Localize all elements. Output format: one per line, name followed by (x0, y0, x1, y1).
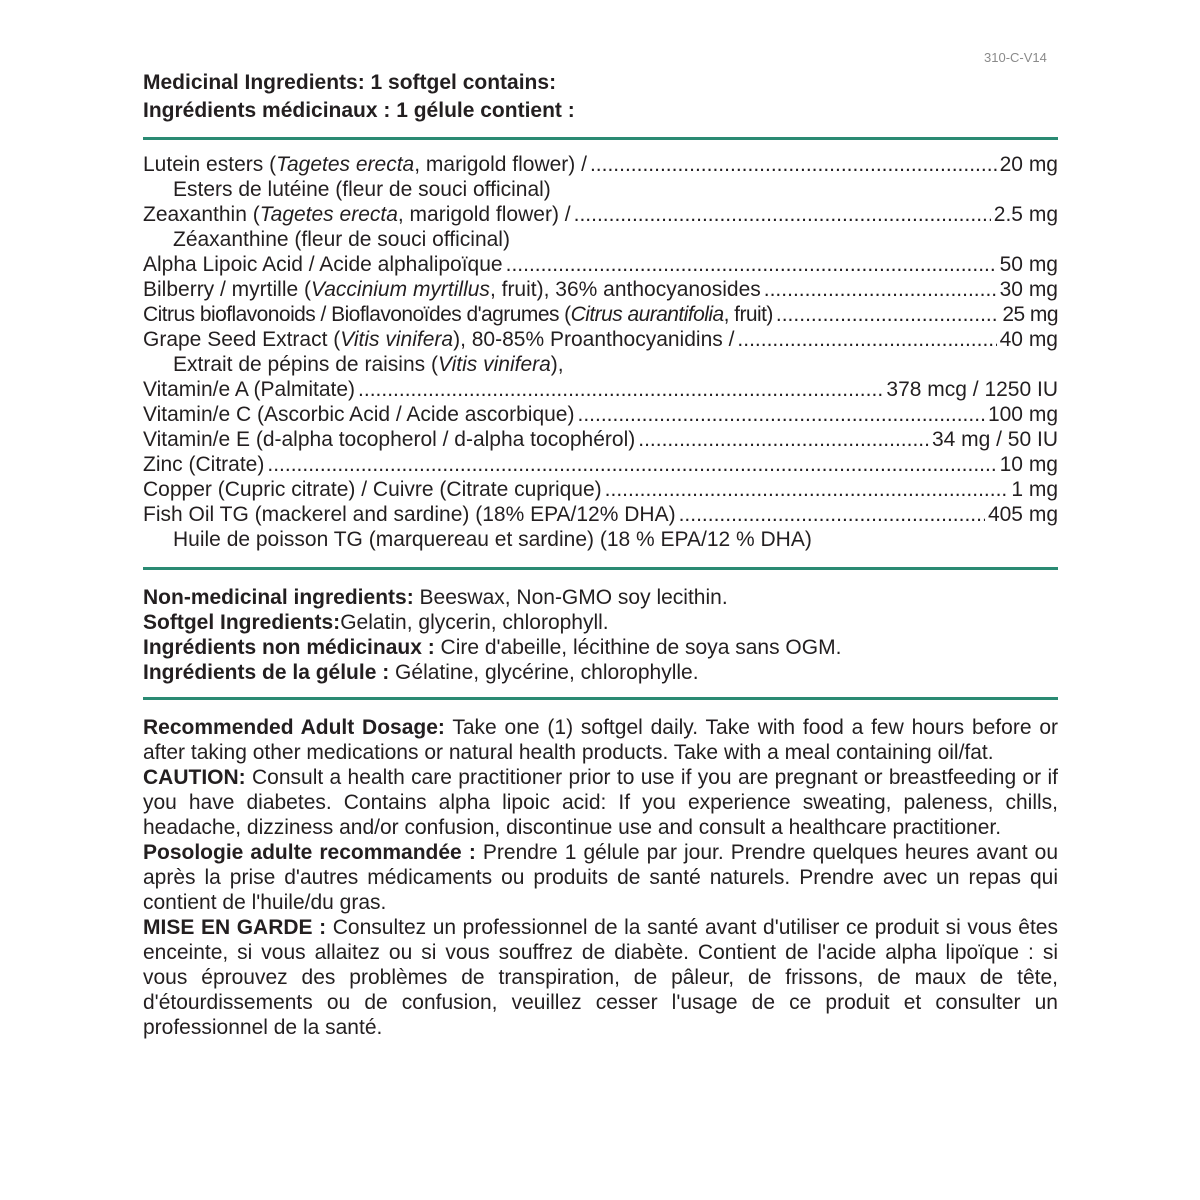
ingredient-name-part: Lutein esters ( (143, 153, 277, 176)
ingredient-name (143, 427, 635, 452)
dot-leader (267, 452, 996, 477)
header-english: Medicinal Ingredients: 1 softgel contains: (143, 71, 557, 94)
nonmedicinal-label: Non-medicinal ingredients: (143, 586, 414, 609)
ingredient-name-part: Bilberry / myrtille ( (143, 278, 312, 301)
ingredient-amount: 10 mg (999, 453, 1058, 476)
dosage-label: MISE EN GARDE : (143, 916, 327, 939)
nonmedicinal-label: Softgel Ingredients: (143, 611, 341, 634)
product-code: 310-C-V14 (984, 50, 1047, 65)
dosage-paragraph (143, 715, 1058, 765)
nonmedicinal-text: Beeswax, Non-GMO soy lecithin. (413, 586, 728, 609)
ingredient-name-part: Zinc (Citrate) (143, 453, 265, 476)
ingredient-name (143, 302, 773, 327)
ingredient-name-part: Vitamin/e E (d-alpha tocopherol / d-alpha tocophérol) (143, 428, 636, 451)
ingredient-name-part: , marigold flower) / (397, 203, 571, 226)
dot-leader (590, 152, 997, 177)
dot-leader (605, 477, 1009, 502)
ingredient-subline-text: Huile de poisson TG (marquereau et sardine) (18 % EPA/12 % DHA) (173, 528, 812, 551)
ingredient-name (143, 252, 503, 277)
dosage-paragraph (143, 840, 1058, 915)
dot-leader (577, 402, 984, 427)
ingredient-row (143, 377, 1058, 402)
ingredient-amount: 1 mg (1011, 478, 1058, 501)
ingredient-amount: 20 mg (999, 153, 1058, 176)
dot-leader (776, 302, 999, 327)
ingredient-name (143, 377, 355, 402)
dot-leader (638, 427, 929, 452)
ingredient-amount: 30 mg (999, 278, 1058, 301)
ingredient-name-part: Vitamin/e C (Ascorbic Acid / Acide ascorbique) (143, 403, 575, 426)
divider-middle (143, 567, 1058, 570)
medicinal-header (143, 69, 1058, 125)
dosage-label: CAUTION: (143, 766, 246, 789)
ingredient-name-part: Vitis vinifera (340, 328, 454, 351)
divider-top (143, 137, 1058, 140)
dosage-label: Recommended Adult Dosage: (143, 716, 445, 739)
ingredient-row (143, 427, 1058, 452)
nonmedicinal-text: Gélatine, glycérine, chlorophylle. (389, 661, 699, 684)
dosage-text: Take one (1) softgel daily. Take with food a few hours before or after taking other medications or natural health products. Take with a meal containing oil/fat. (143, 716, 1058, 764)
nonmedicinal-line (143, 610, 1058, 635)
dosage-paragraph (143, 765, 1058, 840)
ingredient-amount: 378 mcg / 1250 IU (886, 378, 1058, 401)
dosage-text: Prendre 1 gélule par jour. Prendre quelques heures avant ou après la prise d'autres médicaments ou produits de santé naturels. Prendre avec un repas qui contient de l'huile/du gras. (143, 841, 1058, 914)
ingredient-subline (143, 352, 1058, 377)
nonmedicinal-label: Ingrédients de la gélule : (143, 661, 390, 684)
ingredient-name-part: Tagetes erecta (259, 203, 398, 226)
ingredient-name-part: Zeaxanthin ( (143, 203, 260, 226)
ingredient-subline (143, 527, 1058, 552)
ingredient-name-part: , fruit) (723, 303, 773, 326)
ingredient-name-part: Tagetes erecta (276, 153, 415, 176)
ingredient-amount: 25 mg (1002, 303, 1058, 326)
nonmedicinal-section (143, 585, 1058, 685)
ingredient-amount: 2.5 mg (993, 203, 1058, 226)
ingredient-name-part: Fish Oil TG (mackerel and sardine) (18% EPA/12% DHA) (143, 503, 676, 526)
ingredient-name (143, 502, 676, 527)
ingredient-subline (143, 177, 1058, 202)
divider-lower (143, 697, 1058, 700)
ingredient-amount: 34 mg / 50 IU (931, 428, 1058, 451)
ingredient-row (143, 452, 1058, 477)
ingredient-amount: 405 mg (987, 503, 1058, 526)
ingredient-row (143, 302, 1058, 327)
ingredient-name-part: , fruit), 36% anthocyanosides (489, 278, 761, 301)
ingredient-name-part: Alpha Lipoic Acid / Acide alphalipoïque (143, 253, 503, 276)
ingredient-row (143, 202, 1058, 227)
ingredient-name-part: Grape Seed Extract ( (143, 328, 341, 351)
dot-leader (679, 502, 985, 527)
dot-leader (574, 202, 991, 227)
ingredient-subline-text: Zéaxanthine (fleur de souci officinal) (173, 228, 510, 251)
dot-leader (764, 277, 997, 302)
dot-leader (358, 377, 883, 402)
ingredient-name-part: , marigold flower) / (414, 153, 587, 176)
ingredient-row (143, 277, 1058, 302)
nonmedicinal-text: Cire d'abeille, lécithine de soya sans OGM. (434, 636, 842, 659)
ingredient-row (143, 402, 1058, 427)
dot-leader (506, 252, 997, 277)
ingredient-subline-text: Esters de lutéine (fleur de souci officinal) (173, 178, 551, 201)
nonmedicinal-label: Ingrédients non médicinaux : (143, 636, 435, 659)
ingredient-amount: 50 mg (999, 253, 1058, 276)
ingredient-row (143, 327, 1058, 352)
ingredient-name-part: Copper (Cupric citrate) / Cuivre (Citrate cuprique) (143, 478, 602, 501)
ingredient-subline-part: Vitis vinifera (437, 353, 551, 376)
ingredient-name (143, 477, 602, 502)
dosage-section (143, 715, 1058, 1040)
ingredient-row (143, 152, 1058, 177)
ingredient-row (143, 477, 1058, 502)
ingredient-amount: 40 mg (999, 328, 1058, 351)
dosage-text: Consultez un professionnel de la santé avant d'utiliser ce produit si vous êtes enceinte, si vous allaitez ou si vous souffrez de diabète. Contient de l'acide alpha lipoïque : si vous éprouvez des problèmes de transpiration, de pâleur, de frissons, de maux de tête, d'étourdissements ou de confusion, veuillez cesser l'usage de ce produit et consulter un professionnel de la santé. (143, 916, 1058, 1039)
ingredient-name (143, 452, 264, 477)
ingredient-row (143, 252, 1058, 277)
header-french: Ingrédients médicinaux : 1 gélule contient : (143, 99, 575, 122)
ingredient-name (143, 327, 734, 352)
nonmedicinal-text: Gelatin, glycerin, chlorophyll. (340, 611, 609, 634)
nonmedicinal-line (143, 635, 1058, 660)
dosage-paragraph (143, 915, 1058, 1040)
dosage-label: Posologie adulte recommandée : (143, 841, 476, 864)
ingredient-name-part: Citrus aurantifolia (570, 303, 724, 326)
ingredient-list (143, 152, 1058, 552)
ingredient-subline-part: Extrait de pépins de raisins ( (173, 353, 438, 376)
ingredient-name-part: Vitamin/e A (Palmitate) (143, 378, 356, 401)
ingredient-name (143, 152, 587, 177)
ingredient-row (143, 502, 1058, 527)
nonmedicinal-line (143, 585, 1058, 610)
ingredient-amount: 100 mg (987, 403, 1058, 426)
ingredient-subline (143, 227, 1058, 252)
nonmedicinal-line (143, 660, 1058, 685)
dot-leader (737, 327, 996, 352)
dosage-text: Consult a health care practitioner prior to use if you are pregnant or breastfeeding or if you have diabetes. Contains alpha lipoic acid: If you experience sweating, paleness, chills, headache, dizziness and/or confusion, discontinue use and consult a healthcare practitioner. (143, 766, 1058, 839)
ingredient-name (143, 202, 571, 227)
ingredient-name-part: Vaccinium myrtillus (311, 278, 490, 301)
ingredient-name-part: Citrus bioflavonoids / Bioflavonoïdes d'agrumes ( (143, 303, 571, 326)
ingredient-name (143, 402, 574, 427)
ingredient-name-part: ), 80-85% Proanthocyanidins / (453, 328, 735, 351)
ingredient-name (143, 277, 761, 302)
ingredient-subline-part: ), (550, 353, 564, 376)
